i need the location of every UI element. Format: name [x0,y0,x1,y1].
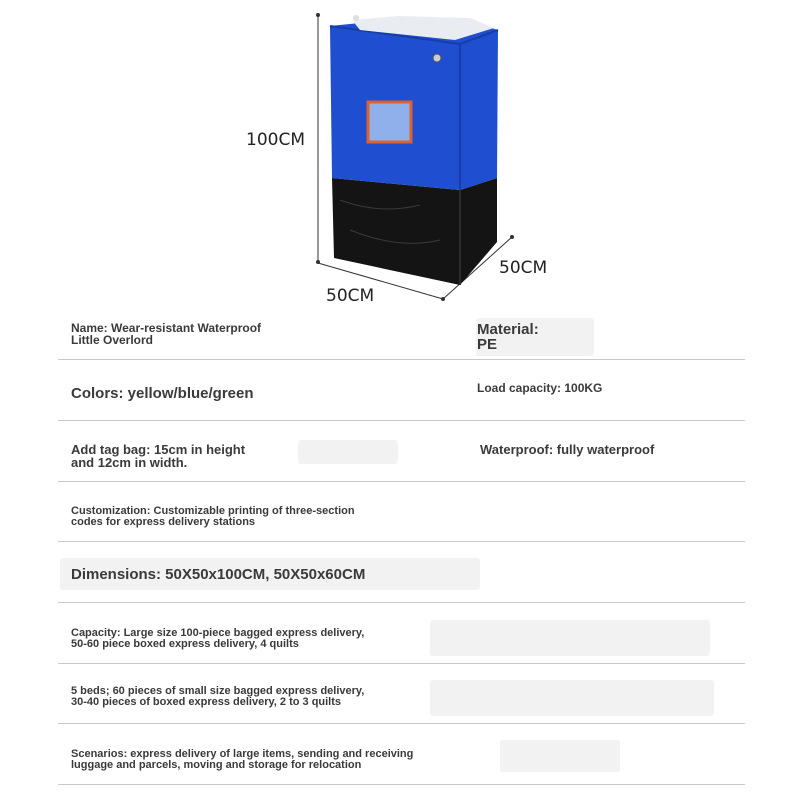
bag-bottom [332,178,497,285]
spec-tag-bag: Add tag bag: 15cm in height and 12cm in width. [71,442,246,470]
spec-load-capacity: Load capacity: 100KG [477,381,603,395]
spec-waterproof: Waterproof: fully waterproof [480,442,655,457]
spec-colors: Colors: yellow/blue/green [71,385,254,402]
spec-dimensions: Dimensions: 50X50x100CM, 50X50x60CM [71,566,366,583]
height-label: 100CM [246,130,305,150]
spec-scenarios: Scenarios: express delivery of large items, sending and receiving luggage and parcels, moving and storage for relocation [71,748,414,771]
depth-label: 50CM [499,258,548,278]
bag-top [330,20,498,190]
storage-bag-illustration-icon [0,0,800,310]
spec-material: Material: PE [477,321,539,353]
eyelet [433,54,441,62]
spec-customization: Customization: Customizable printing of three-section codes for express delivery stations [71,505,355,528]
product-figure [0,0,800,310]
width-label: 50CM [326,286,375,306]
tag-pocket [368,102,411,142]
spec-capacity: Capacity: Large size 100-piece bagged express delivery, 50-60 piece boxed express delivery, 4 quilts [71,627,365,650]
spec-name: Name: Wear-resistant Waterproof Little Overlord [71,321,262,347]
spec-small-size: 5 beds; 60 pieces of small size bagged express delivery, 30-40 pieces of boxed express delivery, 2 to 3 quilts [71,685,365,708]
